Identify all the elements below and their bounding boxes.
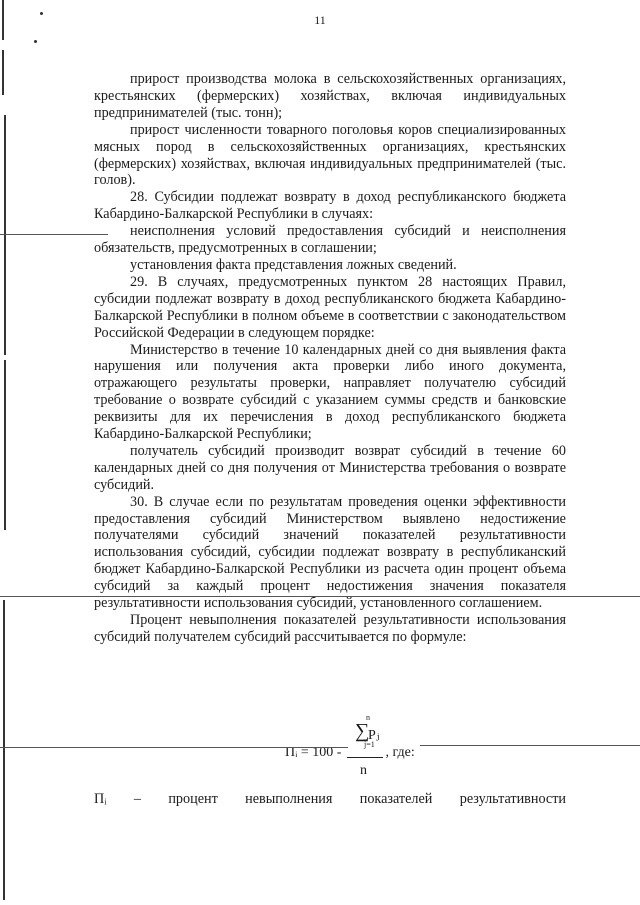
scan-artifact-line — [420, 745, 640, 746]
scan-speck — [34, 40, 37, 43]
sum-term: Pⱼ — [368, 728, 380, 743]
paragraph: неисполнения условий предоставления субсидий и неисполнения обязательств, предусмотренных в соглашении; — [94, 223, 566, 257]
paragraph: Министерство в течение 10 календарных дней со дня выявления факта нарушения или получения акта проверки либо иного документа, отражающего результаты проверки, направляет получателю субсидий требование о возврате субсидий с указанием суммы средств и банковские реквизиты для их перечисления в доход республиканского бюджета Кабардино-Балкарской Республики; — [94, 341, 566, 443]
definition-text: Пᵢ – процент невыполнения показателей результативности — [94, 791, 566, 807]
fraction-line — [347, 757, 383, 758]
paragraph: 28. Субсидии подлежат возврату в доход республиканского бюджета Кабардино-Балкарской Республики в случаях: — [94, 189, 566, 223]
paragraph: установления факта представления ложных сведений. — [130, 256, 457, 273]
formula-left-side: Пᵢ = 100 - — [285, 745, 342, 760]
page-number: 11 — [314, 13, 326, 27]
sum-upper-limit: n — [366, 713, 370, 722]
sum-lower-limit: j=1 — [364, 740, 375, 749]
paragraph: получатель субсидий производит возврат субсидий в течение 60 календарных дней со дня получения от Министерства требования о возврате субсидий. — [94, 442, 566, 493]
sum-symbol: ∑ — [355, 720, 370, 742]
scan-edge-mark — [4, 115, 6, 355]
scan-artifact-line — [0, 596, 640, 597]
scan-edge-mark — [2, 0, 4, 40]
paragraph: 30. В случае если по результатам проведения оценки эффективности предоставления субсидий Министерством выявлено недостижение получателями субсидий значений показателей результативности использования субсидий, субсидии подлежат возврату в республиканский бюджет Кабардино-Балкарской Республики из расчета один процент объема субсидий за каждый процент недостижения значения показателя результативности использования субсидий, установленного соглашением. — [94, 493, 566, 612]
paragraph: Процент невыполнения показателей результативности использования субсидий получателем субсидий рассчитывается по формуле: — [94, 612, 566, 645]
paragraph: прирост численности товарного поголовья коров специализированных мясных пород в сельскохозяйственных организациях, крестьянских (фермерских) хозяйствах, включая индивидуальных предпринимателей (тыс. голов). — [94, 121, 566, 189]
scan-artifact-line — [0, 747, 348, 748]
formula-suffix: , где: — [385, 745, 415, 760]
body-text — [94, 71, 566, 646]
scan-edge-mark — [4, 360, 6, 530]
denominator: n — [360, 763, 367, 778]
scan-edge-mark — [3, 600, 5, 900]
scan-edge-mark — [2, 50, 4, 95]
paragraph: 29. В случаях, предусмотренных пунктом 28 настоящих Правил, субсидии подлежат возврату в доход республиканского бюджета Кабардино-Балкарской Республики в полном объеме в соответствии с законодательством Российской Федерации в следующем порядке: — [94, 273, 566, 341]
paragraph: прирост производства молока в сельскохозяйственных организациях, крестьянских (фермерских) хозяйствах, включая индивидуальных предпринимателей (тыс. тонн); — [94, 71, 566, 121]
scan-speck — [40, 12, 43, 15]
scan-artifact-line — [0, 234, 108, 235]
